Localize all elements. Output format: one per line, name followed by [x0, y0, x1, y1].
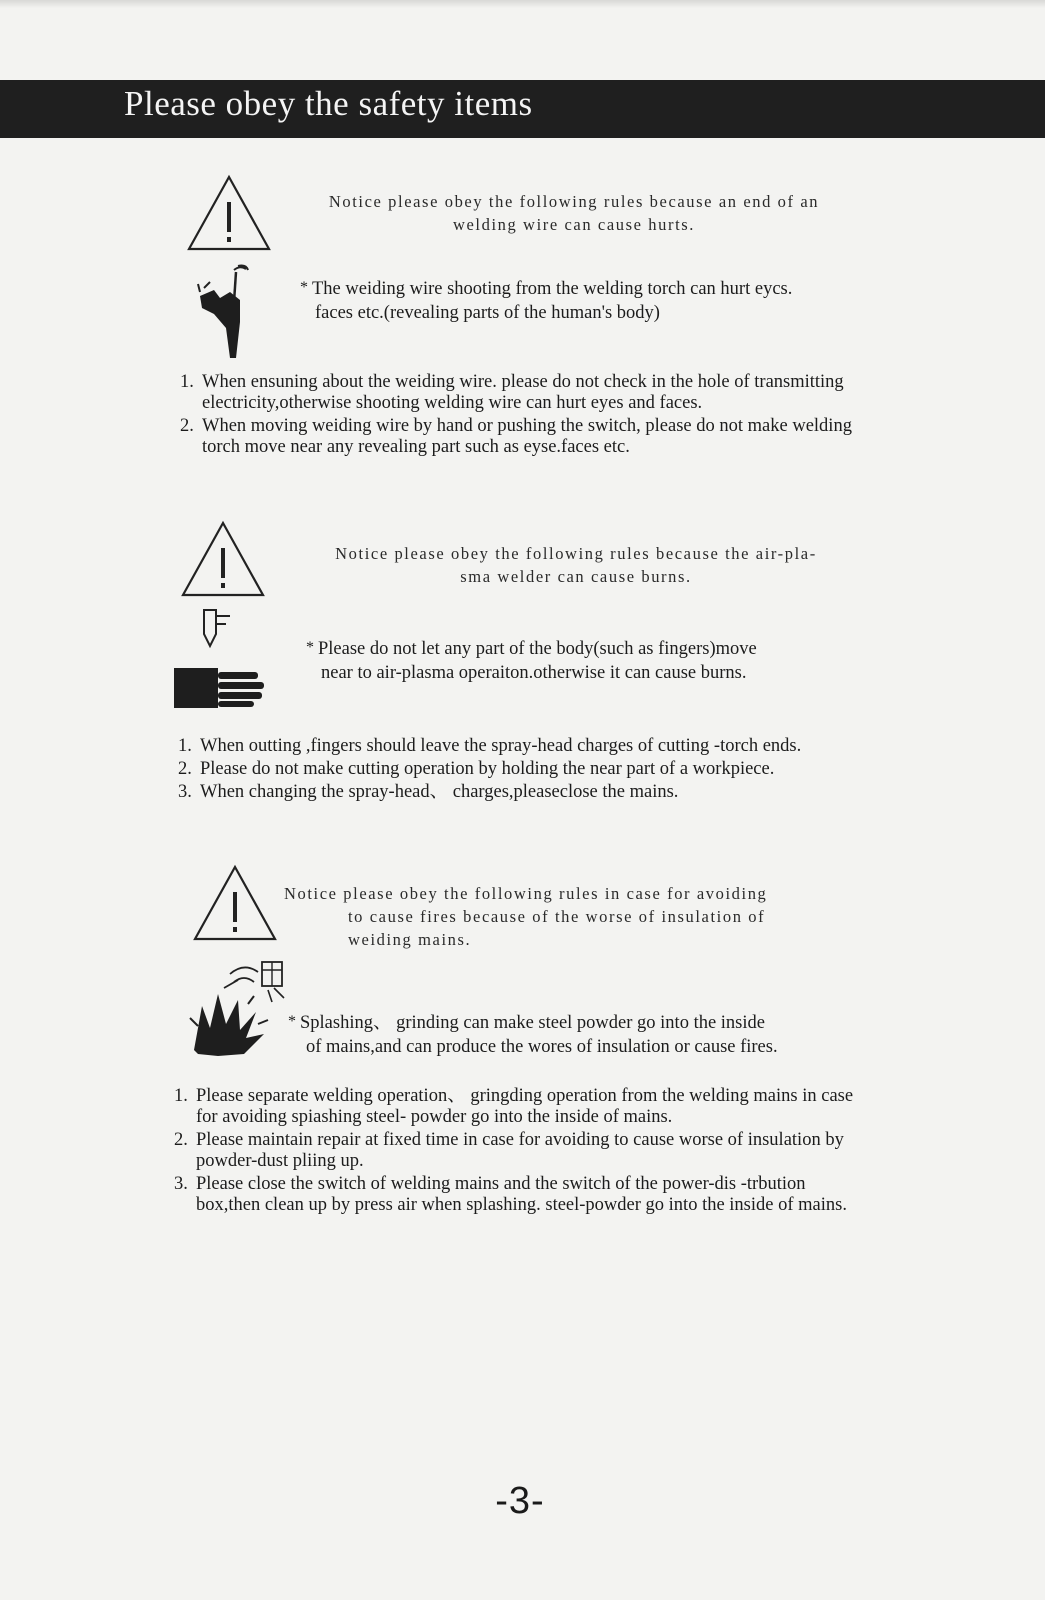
plasma-hand-icon — [172, 606, 282, 712]
rule-number: 3. — [174, 1174, 188, 1194]
rule-item — [174, 1086, 854, 1128]
header-bar — [0, 80, 1045, 138]
notice-3 — [284, 882, 844, 951]
bullet-3 — [288, 1010, 928, 1059]
rule-item — [178, 759, 818, 780]
notice-3-line-3: weiding mains. — [348, 930, 472, 949]
rules-list-2 — [178, 736, 818, 805]
rule-text: When ensuning about the weiding wire. please do not check in the hole of transmitting electricity,otherwise shooting welding wire can hurt eyes and faces. — [202, 372, 844, 413]
bullet-star: * — [300, 279, 308, 296]
rule-item — [174, 1130, 854, 1172]
rule-text: Please do not make cutting operation by holding the near part of a workpiece. — [200, 759, 775, 779]
notice-3-line-2: to cause fires because of the worse of insulation of — [348, 907, 766, 926]
bullet-3-text-1: Splashing、 grinding can make steel powder go into the inside — [300, 1013, 765, 1033]
warning-triangle-icon — [186, 174, 272, 252]
rule-item — [178, 782, 818, 803]
rule-text: Please maintain repair at fixed time in case for avoiding to cause worse of insulation by powder-dust pliing up. — [196, 1130, 844, 1171]
page-number: -3- — [495, 1480, 545, 1522]
rule-item — [174, 1174, 854, 1216]
rule-text: When changing the spray-head、 charges,pleaseclose the mains. — [200, 782, 679, 802]
rule-item — [180, 416, 860, 458]
bullet-3-line-1 — [288, 1010, 928, 1035]
notice-1 — [296, 190, 852, 236]
rule-number: 2. — [178, 759, 192, 779]
rule-number: 2. — [174, 1130, 188, 1150]
rule-item — [178, 736, 818, 757]
page-title: Please obey the safety items — [124, 84, 533, 123]
notice-2-line-1: Notice please obey the following rules because the air-pla- — [335, 544, 817, 563]
bullet-star: * — [306, 639, 314, 656]
notice-1-line-1: Notice please obey the following rules because an end of an — [328, 192, 820, 211]
rules-list-3 — [174, 1086, 854, 1218]
rule-text: Please close the switch of welding mains and the switch of the power-dis -trbution box,then clean up by press air when splashing. steel-powder go into the inside of mains. — [196, 1174, 847, 1215]
notice-2 — [296, 542, 856, 588]
rule-number: 1. — [180, 372, 194, 392]
rule-number: 3. — [178, 782, 192, 802]
warning-triangle-icon — [180, 520, 266, 598]
bullet-2-text-1: Please do not let any part of the body(such as fingers)move — [318, 639, 757, 659]
bullet-2-line-1 — [306, 636, 906, 661]
bullet-2 — [306, 636, 906, 685]
rules-list-1 — [180, 372, 860, 460]
rule-text: When moving weiding wire by hand or pushing the switch, please do not make welding torch move near any revealing part such as eyse.faces etc. — [202, 416, 852, 457]
bullet-1-line-1 — [300, 276, 920, 301]
rule-text: When outting ,fingers should leave the spray-head charges of cutting -torch ends. — [200, 736, 802, 756]
bullet-star: * — [288, 1013, 296, 1030]
bullet-1-line-2: faces etc.(revealing parts of the human's body) — [315, 303, 660, 323]
rule-number: 1. — [174, 1086, 188, 1106]
rule-number: 2. — [180, 416, 194, 436]
bullet-1 — [300, 276, 920, 325]
welding-wire-hand-icon — [196, 262, 266, 360]
page-edge — [0, 0, 1045, 8]
notice-3-line-1: Notice please obey the following rules in case for avoiding — [284, 884, 768, 903]
bullet-2-line-2: near to air-plasma operaiton.otherwise it can cause burns. — [321, 663, 747, 683]
rule-item — [180, 372, 860, 414]
sparks-fire-icon — [188, 954, 298, 1058]
notice-1-line-2: welding wire can cause hurts. — [452, 215, 696, 234]
rule-number: 1. — [178, 736, 192, 756]
rule-text: Please separate welding operation、 gringding operation from the welding mains in case for avoiding spiashing steel- powder go into the inside of mains. — [196, 1086, 854, 1127]
bullet-3-line-2: of mains,and can produce the wores of insulation or cause fires. — [306, 1037, 778, 1057]
bullet-1-text-1: The weiding wire shooting from the welding torch can hurt eycs. — [312, 279, 793, 299]
warning-triangle-icon — [192, 864, 278, 942]
notice-2-line-2: sma welder can cause burns. — [460, 567, 692, 586]
